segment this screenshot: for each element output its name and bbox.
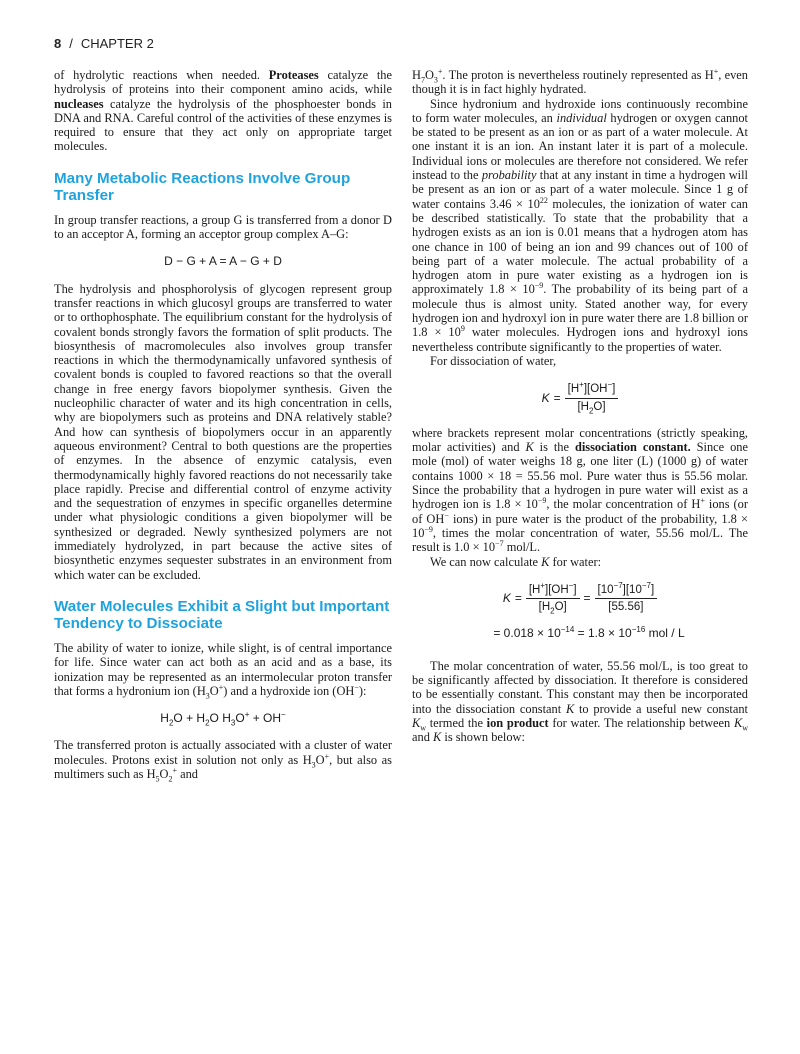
fraction-K-numeric: $\frac{[10^{-7}][10^{-7}]}{[55.56]}$ [595, 583, 658, 615]
equation-group-transfer: D − G + A = A − G + D [164, 254, 282, 269]
heading-group-transfer: Many Metabolic Reactions Involve Group Transfer [54, 169, 351, 204]
page-number: 8 [54, 36, 62, 51]
heading-water-dissociate: Water Molecules Exhibit a Slight but Important Tendency to Dissociate [54, 597, 390, 632]
paragraph-glycogen: The hydrolysis and phosphorolysis of glycogen represent group transfer reactions in which glucosyl groups are transferred to water or to orthophosphate. The equilibrium constant for the hydrolysis of covalent bonds strongly favors the formation of split products. The biosynthesis of macromolecules also involves group transfer reactions in which the thermodynamically unfavored synthesis of covalent bonds is coupled to favored reactions so that the overall change in free energy favors biopolymer synthesis. Given the nucleophilic character of water and its high concentration in cells, why are biopolymers such as proteins and DNA relatively stable? And how can synthesis of biopolymers occur in an apparently aqueous environment? Central to both questions are the properties of enzymes. In the absence of enzymic catalysis, even thermodynamically highly favored reactions do not necessarily take place rapidly. Precise and differential control of enzyme activity and the sequestration of enzymes in specific organelles determine under what physiologic conditions a given biopolymer will be synthesized or degraded. Newly synthesized polymers are not immediately hydrolyzed, in part because the active sites of biosynthetic enzymes sequester substrates in an environment from which water can be excluded. [54, 281, 392, 582]
equation-K-result: = $0.018 \times 10^{-14} = 1.8 \times 10^{-16}$ mol / L [493, 625, 685, 641]
paragraph-for-dissociation: For dissociation of water, [430, 353, 557, 368]
equation-dissociation-constant: K = $\frac{[H^+][OH^-]}{[H_2O]}$ [412, 382, 748, 414]
paragraph-probability: Since hydronium and hydroxide ions continuously recombine to form water molecules, an individual hydrogen or oxygen cannot be stated to be present as an ion or as part of a water molecule. At one instant it is an ion. An instant later it is part of a molecule. Individual ions or molecules are therefore not considered. We refer instead to the probability that at any instant in time a hydrogen will be present as an ion or as part of a water molecule. Since 1 g of water contains $3.46 \times 10^{22}$ molecules, the ionization of water can be described statistically. To state that the probability that a hydrogen exists as an ion is 0.01 means that a hydrogen atom has one chance in 100 of being an ion and 99 chances out of 100 of being part of a water molecule. The actual probability of a hydrogen atom in pure water existing as a hydrogen ion is approximately $1.8 \times 10^{-9}$. The probability of its being part of a molecule thus is almost unity. Stated another way, for every hydrogen ion and hydroxyl ion in pure water there are 1.8 billion or $1.8 \times 10^9$ water molecules. Hydrogen ions and hydroxyl ions nevertheless contribute significantly to the properties of water. [412, 96, 749, 354]
equation-K-water: K = $\frac{[H^+][OH^-]}{[H_2O]}$ = $\frac{[10^{-7}][10^{-7}]}{[55.56]}$ [412, 583, 748, 615]
paragraph-h7o3: $H_7O_3^+$. The proton is nevertheless routinely represented as H+, even though it is in fact highly hydrated. [412, 66, 748, 97]
equation-water-ionization: $H_2O + H_2O$ $H_3O^+ + OH^-$ [160, 710, 286, 728]
paragraph-hydrolytic: of hydrolytic reactions when needed. Proteases catalyze the hydrolysis of proteins into their component amino acids, while nucleases catalyze the hydrolysis of the phosphoester bonds in DNA and RNA. Careful control of the activities of these enzymes is required to ensure that they act only on appropriate target molecules. [54, 68, 392, 154]
paragraph-ion-product: The molar concentration of water, 55.56 mol/L, is too great to be significantly affected by dissociation. It therefore is considered to be essentially constant. This constant may then be incorporated into the dissociation constant K to provide a useful new constant $K_w$ termed the ion product for water. The relationship between $K_w$ and K is shown below: [412, 658, 748, 745]
term-dissociation-constant: dissociation constant. [574, 440, 691, 455]
chapter-label: CHAPTER 2 [80, 36, 154, 51]
left-column [54, 68, 392, 784]
term-ion-product: ion product [486, 715, 549, 730]
paragraph-calculate-K: We can now calculate K for water: [430, 554, 602, 569]
paragraph-molar-concentration: where brackets represent molar concentrations (strictly speaking, molar activities) and K is the dissociation constant. Since one mole (mol) of water weighs 18 g, one liter (L) (1000 g) of water contains 1000 × 18 = 55.56 mol. Pure water thus is 55.56 molar. Since the probability that a hydrogen in pure water will exist as a hydrogen ion is $1.8 \times 10^{-9}$, the molar concentration of H+ ions (or of OH− ions) in pure water is the product of the probability, $1.8 \times 10^{-9}$, times the molar concentration of water, 55.56 mol/L. The result is $1.0 \times 10^{-7}$ mol/L. [412, 425, 748, 555]
fraction-K: $\frac{[H^+][OH^-]}{[H_2O]}$ [565, 382, 619, 414]
fraction-K-symbolic: $\frac{[H^+][OH^-]}{[H_2O]}$ [526, 583, 580, 615]
term-nucleases: nucleases [54, 96, 104, 111]
right-column [412, 68, 748, 744]
paragraph-ionize: The ability of water to ionize, while slight, is of central importance for life. Since water can act both as an acid and as a base, its ionization may be represented as an intermolecular proton transfer that forms a hydronium ion $(H_3O^+)$ and a hydroxide ion (OH−): [54, 640, 392, 701]
paragraph-group-transfer: In group transfer reactions, a group G is transferred from a donor D to an acceptor A, forming an acceptor group complex A–G: [54, 212, 392, 242]
running-header [54, 36, 154, 51]
header-separator: / [69, 36, 73, 51]
paragraph-proton-cluster: The transferred proton is actually associated with a cluster of water molecules. Protons exist in solution not only as $H_3O^+$, but also as multimers such as $H_5O_2^+$ and [54, 738, 392, 784]
term-proteases: Proteases [268, 68, 319, 82]
